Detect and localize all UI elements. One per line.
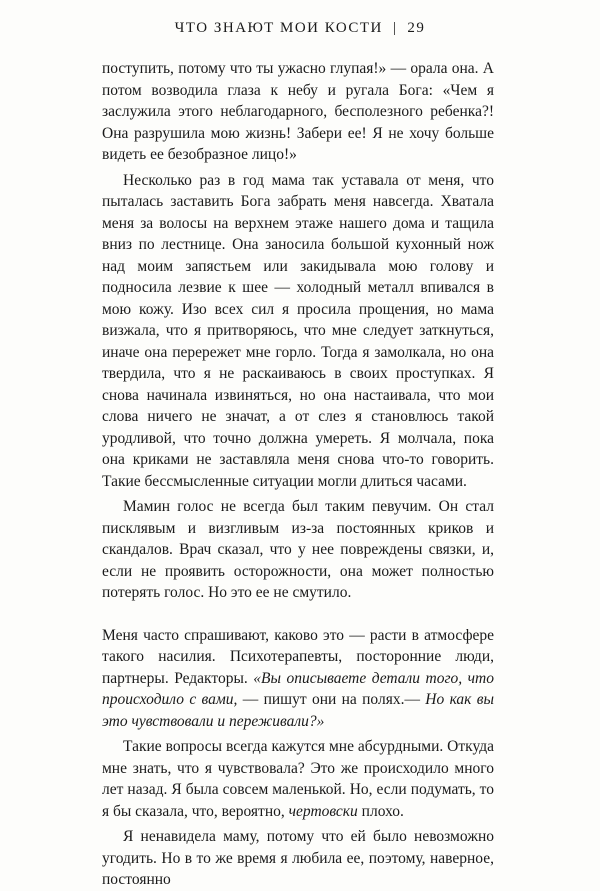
paragraph-text: плохо. [357,802,404,820]
running-header [0,20,600,37]
paragraph [102,736,494,822]
page-number: 29 [407,20,426,36]
paragraph: поступить, потому что ты ужасно глупая!» — орала она. А потом возводила глаза к небу и ругала Бога: «Чем я заслужила этого неблагодарного, бесполезного ребенка?! Она разрушила мою жизнь! Забери ее! Я не хочу больше видеть ее безобразное лицо!» [102,60,494,163]
paragraph: Несколько раз в год мама так уставала от меня, что пыталась заставить Бога забрать меня навсегда. Хватала меня за волосы на верхнем этаже нашего дома и тащила вниз по лестнице. Она заносила большой кухонный нож над моим запястьем или закидывала мою голову и подносила лезвие к шее — холодный металл впивался в мою кожу. Изо всех сил я просила прощения, но мама визжала, что я притворяюсь, что мне следует заткнуться, иначе она перережет мне горло. Тогда я замолкала, но она твердила, что я не раскаиваюсь в своих проступках. Я снова начинала извиняться, но она настаивала, что мои слова ничего не значат, а от слез я становлюсь такой уродливой, что точно должна умереть. Я молчала, пока она криками не заставляла меня снова что-то говорить. Такие бессмысленные ситуации могли длиться часами. [102,171,494,490]
paragraph-text: Меня часто спрашивают, каково это — расти в атмосфере такого насилия. Психотерапевты, посторонние люди, партнеры. Редакторы. [102,626,494,687]
italic-word: чертовски [288,802,358,820]
paragraph-text: — пишут они на полях.— [237,691,426,708]
paragraph: Мамин голос не всегда был таким певучим. Он стал писклявым и визгливым из-за постоянных криков и скандалов. Врач сказал, что у нее повреждены связки, и, если не проявить осторожности, она может полностью потерять голос. Но это ее не смутило. [102,498,494,601]
italic-quote: Но как вы это чувствовали и переживали?» [102,691,494,730]
italic-quote: «Вы описываете детали того, что происходило с вами, [102,669,495,708]
running-title: ЧТО ЗНАЮТ МОИ КОСТИ [174,20,383,36]
body-text [102,58,494,891]
paragraph-text: Такие вопросы всегда кажутся мне абсурдными. Откуда мне знать, что я чувствовала? Это же происходило много лет назад. Я была совсем маленькой. Но, если подумать, то я бы сказала, что, вероятно, [102,738,494,820]
paragraph [102,625,494,733]
paragraph: Я ненавидела маму, потому что ей было невозможно угодить. Но в то же время я любила ее, поэтому, наверное, постоянно [102,828,494,888]
header-separator: | [392,20,398,36]
